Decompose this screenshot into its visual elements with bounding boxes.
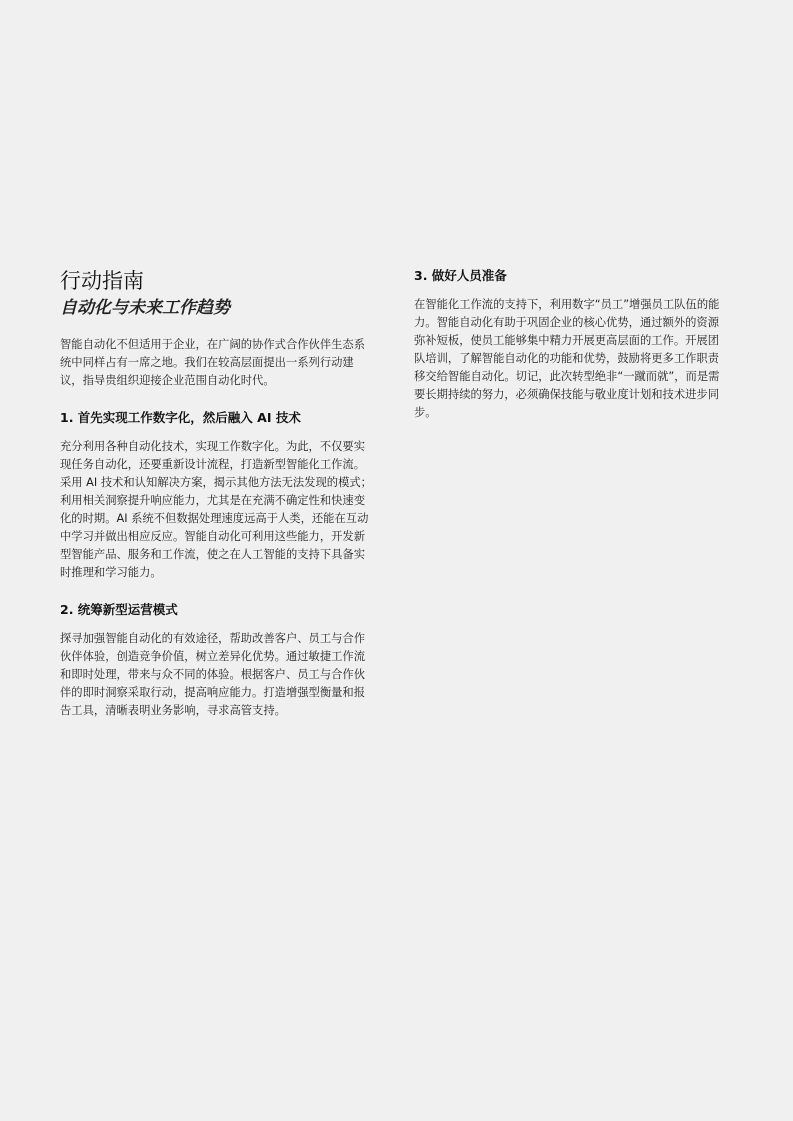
section-heading: 1. 首先实现工作数字化，然后融入 AI 技术 [60,410,301,425]
section-1 [60,408,375,582]
page-title: 行动指南 [60,269,144,293]
section-heading: 2. 统筹新型运营模式 [60,602,178,617]
left-column [60,266,375,720]
section-body: 探寻加强智能自动化的有效途径，帮助改善客户、员工与合作伙伴体验，创造竞争价值，树立差异化优势。通过敏捷工作流和即时处理，带来与众不同的体验。根据客户、员工与合作伙伴的即时洞察采取行动，提高响应能力。打造增强型衡量和报告工具，清晰表明业务影响，寻求高管支持。 [60,632,366,717]
section-body: 充分利用各种自动化技术，实现工作数字化。为此，不仅要实现任务自动化，还要重新设计流程，打造新型智能化工作流。采用 AI 技术和认知解决方案，揭示其他方法无法发现的模式；利用相关洞察提升响应能力，尤其是在充满不确定性和快速变化的时期。AI 系统不但数据处理速度远高于人类，还能在互动中学习并做出相应反应。智能自动化可利用这些能力，开发新型智能产品、服务和工作流，使之在人工智能的支持下具备实时推理和学习能力。 [60,440,372,579]
page-subtitle: 自动化与未来工作趋势 [60,298,230,318]
section-3 [414,266,730,422]
intro-paragraph: 智能自动化不但适用于企业，在广阔的协作式合作伙伴生态系统中同样占有一席之地。我们在较高层面提出一系列行动建议，指导贵组织迎接企业范围自动化时代。 [60,338,366,387]
right-column [414,266,730,422]
section-body: 在智能化工作流的支持下，利用数字“员工”增强员工队伍的能力。智能自动化有助于巩固企业的核心优势，通过额外的资源弥补短板，使员工能够集中精力开展更高层面的工作。开展团队培训，了解智能自动化的功能和优势，鼓励将更多工作职责移交给智能自动化。切记，此次转型绝非“一蹴而就”，而是需要长期持续的努力，必须确保技能与敬业度计划和技术进步同步。 [414,298,720,419]
section-heading: 3. 做好人员准备 [414,268,507,283]
section-2 [60,600,375,720]
